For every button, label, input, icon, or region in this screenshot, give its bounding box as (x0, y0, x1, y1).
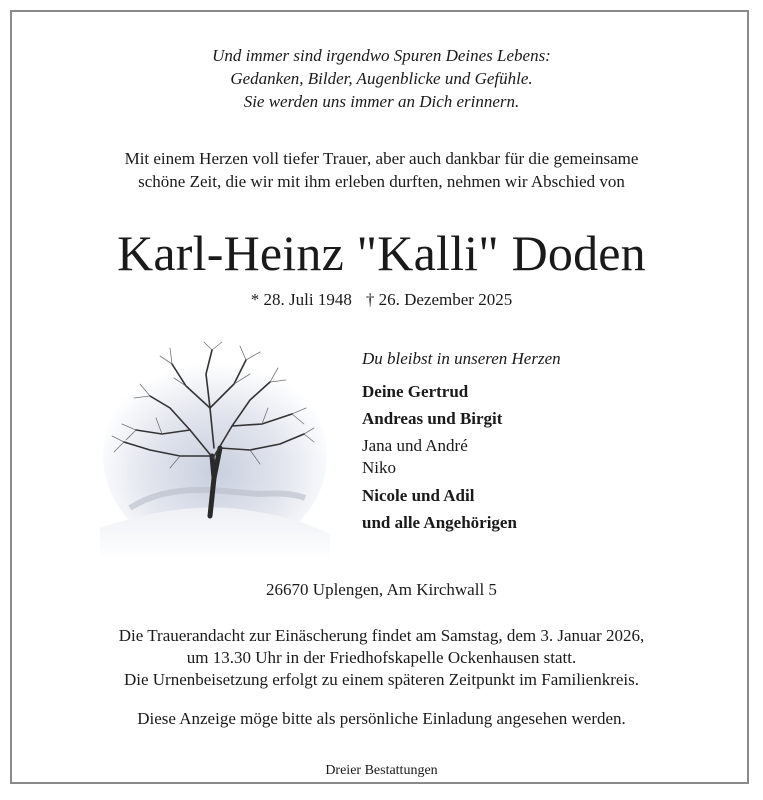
undertaker-name: Dreier Bestattungen (325, 763, 438, 778)
deceased-name: Karl-Heinz "Kalli" Doden (117, 225, 646, 281)
family-address: 26670 Uplengen, Am Kirchwall 5 (266, 580, 497, 599)
family-member: Nicole und Adil (362, 486, 475, 505)
family-member: und alle Angehörigen (362, 513, 517, 532)
death-date: † 26. Dezember 2025 (365, 290, 513, 309)
intro-line: schöne Zeit, die wir mit ihm erleben durften, nehmen wir Abschied von (138, 172, 625, 191)
intro-text (12, 147, 751, 193)
memorial-verse (12, 44, 751, 113)
invitation-note: Diese Anzeige möge bitte als persönliche Einladung angesehen werden. (137, 709, 626, 728)
service-line: Die Trauerandacht zur Einäscherung findet am Samstag, dem 3. Januar 2026, (118, 626, 645, 645)
birth-date: * 28. Juli 1948 (250, 290, 352, 309)
family-member: Niko (362, 458, 396, 477)
family-member: Jana und André (362, 436, 468, 455)
service-line: um 13.30 Uhr in der Friedhofskapelle Ockenhausen statt. (186, 648, 577, 667)
family-member: Andreas und Birgit (362, 409, 503, 428)
verse-line: Sie werden uns immer an Dich erinnern. (243, 92, 520, 111)
life-dates (12, 289, 751, 311)
family-member: Deine Gertrud (362, 382, 469, 401)
service-details (12, 625, 751, 691)
family-signatures (362, 347, 561, 538)
service-line: Die Urnenbeisetzung erfolgt zu einem späteren Zeitpunkt im Familienkreis. (123, 670, 640, 689)
family-heading: Du bleibst in unseren Herzen (362, 349, 561, 368)
snowy-tree-icon (100, 338, 330, 560)
verse-line: Gedanken, Bilder, Augenblicke und Gefühle. (230, 69, 533, 88)
intro-line: Mit einem Herzen voll tiefer Trauer, aber auch dankbar für die gemeinsame (124, 149, 639, 168)
verse-line: Und immer sind irgendwo Spuren Deines Lebens: (212, 46, 551, 65)
